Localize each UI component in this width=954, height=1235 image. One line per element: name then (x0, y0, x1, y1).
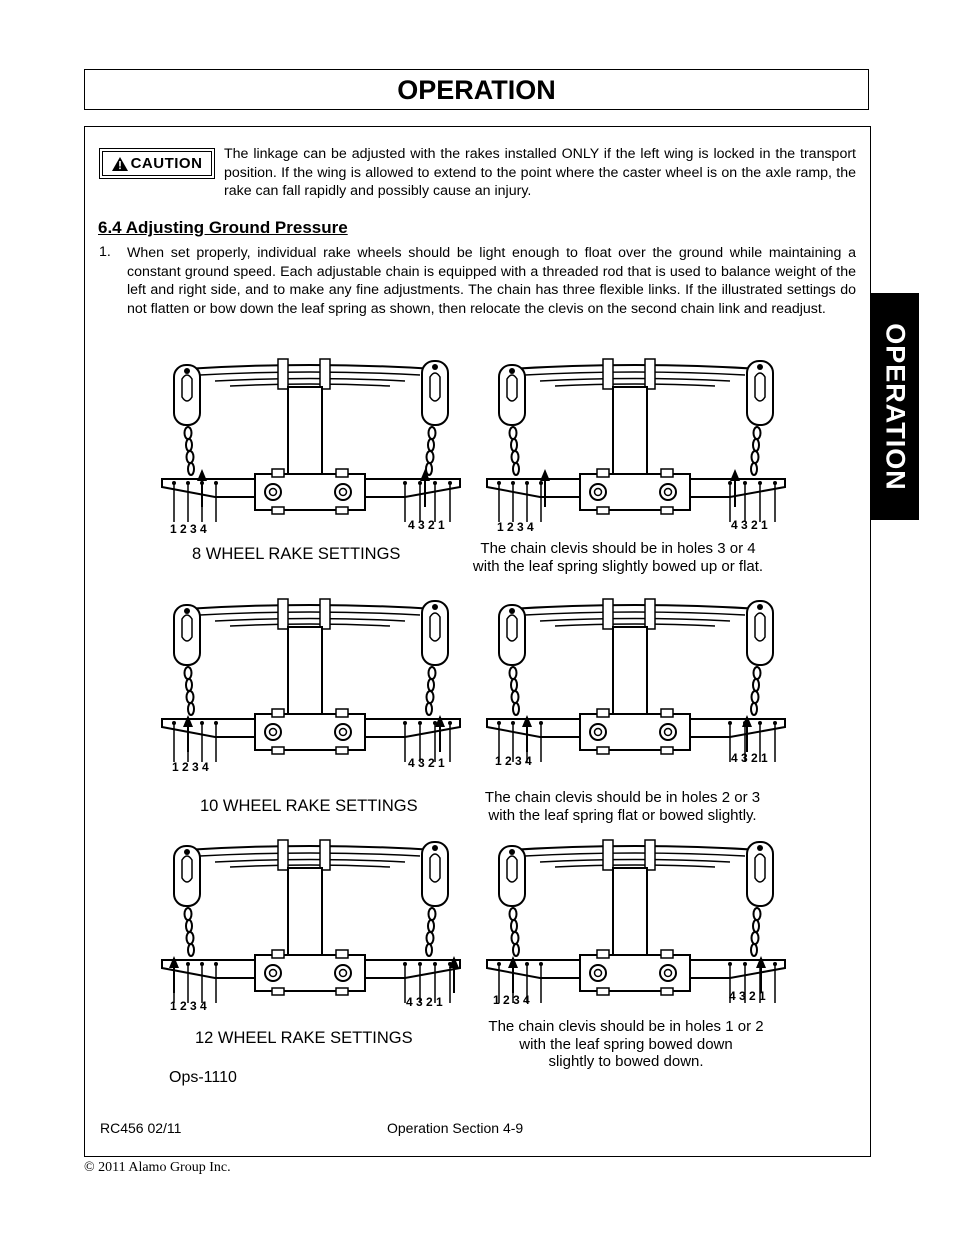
caption-10-line2: with the leaf spring flat or bowed slightly. (488, 806, 757, 824)
hole-labels-left: 1 2 3 4 (170, 999, 207, 1013)
setting-label-12: 12 WHEEL RAKE SETTINGS (195, 1029, 413, 1047)
hole-labels-right: 4 3 2 1 (731, 518, 768, 532)
setting-label-10: 10 WHEEL RAKE SETTINGS (200, 797, 418, 815)
hole-labels-right: 4 3 2 1 (408, 518, 445, 532)
figure-reference: Ops-1110 (169, 1069, 237, 1086)
page-title: OPERATION (397, 75, 556, 105)
caption-8-line2: with the leaf spring slightly bowed up or flat. (472, 557, 764, 575)
caption-12-line3: slightly to bowed down. (548, 1053, 704, 1070)
diagram-12-wheel-left (160, 838, 466, 1020)
hole-labels-right: 4 3 2 1 (406, 995, 443, 1009)
item-text: When set properly, individual rake wheels should be light enough to float over the ground while maintaining a constant ground speed. Each adjustable chain is equipped with a threaded rod that is used to balance weight of the left and right side, and to make any fine adjustments. The chain has three flexible links. If the illustrated settings do not flatten or bow down the leaf spring as shown, then relocate the clevis on the second chain link and readjust. (127, 245, 856, 317)
hole-labels-left: 1 2 3 4 (170, 522, 207, 536)
section-title: 6.4 Adjusting Ground Pressure (98, 218, 348, 237)
caption-10 (455, 789, 790, 824)
diagram-10-wheel-left (160, 597, 466, 779)
side-tab-label: OPERATION (880, 322, 910, 491)
copyright: © 2011 Alamo Group Inc. (84, 1160, 231, 1175)
warning-triangle-icon (112, 157, 128, 171)
caption-8 (448, 540, 788, 575)
hole-labels-left: 1 2 3 4 (497, 520, 534, 534)
hole-labels-right: 4 3 2 1 (408, 756, 445, 770)
item-number: 1. (99, 244, 111, 260)
hole-labels-right: 4 3 2 1 (731, 751, 768, 765)
diagram-8-wheel-right (485, 357, 791, 539)
hole-labels-left: 1 2 3 4 (495, 754, 532, 768)
footer-model: RC456 02/11 (100, 1120, 182, 1136)
caption-8-line1: The chain clevis should be in holes 3 or 4 (480, 540, 756, 557)
diagram-12-wheel-right (485, 838, 791, 1020)
page-header (84, 69, 869, 110)
caution-text: The linkage can be adjusted with the rakes installed ONLY if the left wing is locked in the transport position. If the wing is allowed to extend to the point where the caster wheel is on the axle ramp, the rake can fall rapidly and possibly cause an injury. (224, 146, 856, 199)
caution-label: CAUTION (130, 155, 203, 172)
caption-10-line1: The chain clevis should be in holes 2 or 3 (484, 789, 761, 806)
diagram-10-wheel-right (485, 597, 791, 779)
hole-labels-left: 1 2 3 4 (493, 993, 530, 1007)
caution-badge (99, 148, 215, 179)
hole-labels-right: 4 3 2 1 (729, 989, 766, 1003)
side-tab (870, 293, 919, 520)
diagram-8-wheel-left (160, 357, 466, 539)
hole-labels-left: 1 2 3 4 (172, 760, 209, 774)
setting-label-8: 8 WHEEL RAKE SETTINGS (192, 545, 401, 563)
caption-12 (456, 1018, 796, 1071)
caption-12-line1: The chain clevis should be in holes 1 or 2 (488, 1018, 764, 1035)
caption-12-line2: with the leaf spring bowed down (519, 1035, 733, 1053)
footer-page: Operation Section 4-9 (387, 1120, 524, 1136)
